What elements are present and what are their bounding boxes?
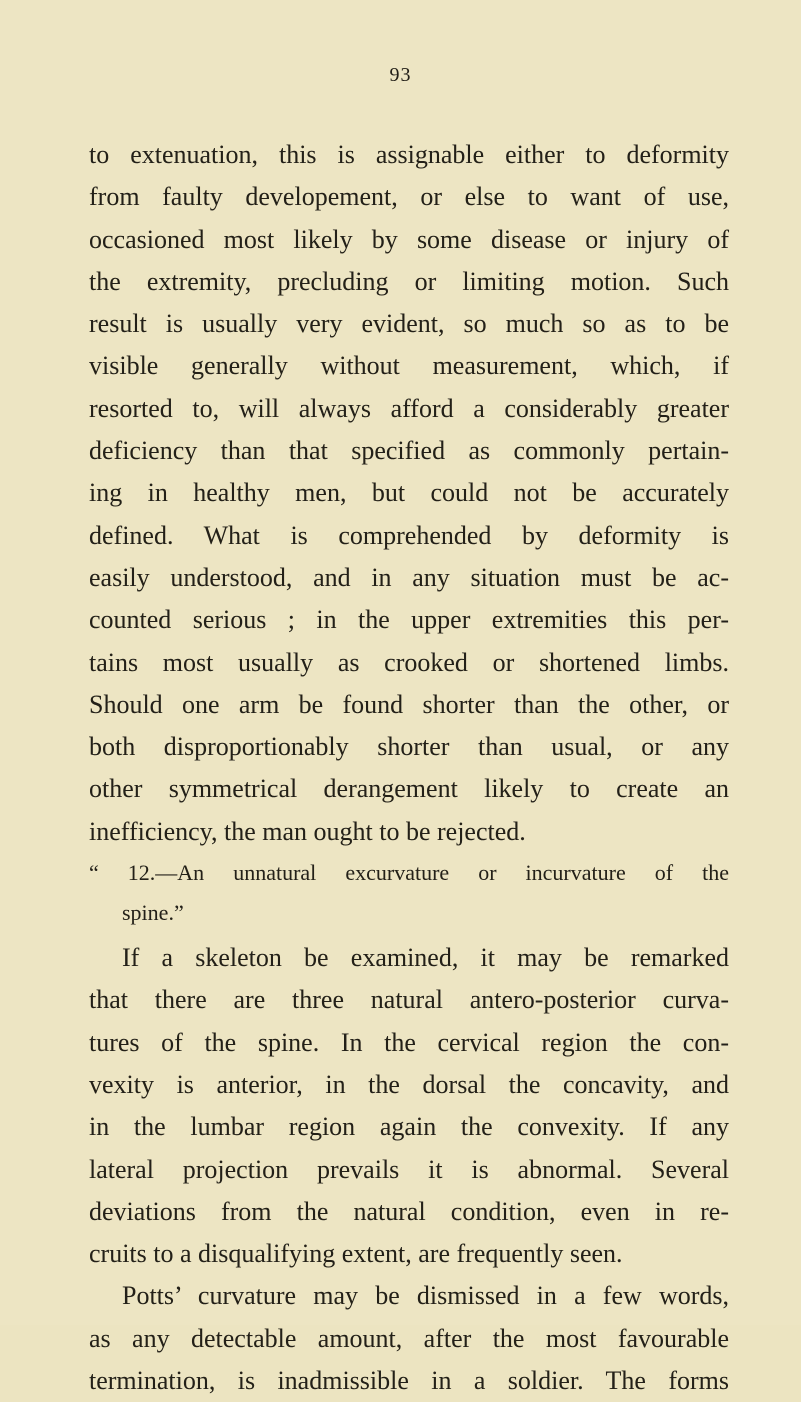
section-heading-line: spine.” (122, 900, 184, 926)
text-line: tures of the spine. In the cervical region the con- (89, 1027, 729, 1057)
text-line: vexity is anterior, in the dorsal the concavity, and (89, 1069, 729, 1099)
text-line: result is usually very evident, so much so as to be (89, 309, 729, 339)
text-line: that there are three natural antero-posterior curva- (89, 985, 729, 1015)
text-line: cruits to a disqualifying extent, are frequently seen. (89, 1239, 623, 1269)
text-line: from faulty developement, or else to want of use, (89, 182, 729, 212)
text-line: occasioned most likely by some disease or injury of (89, 224, 729, 254)
text-line: other symmetrical derangement likely to create an (89, 774, 729, 804)
text-line: in the lumbar region again the convexity. If any (89, 1112, 729, 1142)
paragraph-deformity (89, 134, 729, 853)
text-line: to extenuation, this is assignable either to deformity (89, 140, 729, 169)
paragraph-potts (89, 1275, 729, 1402)
text-line: Potts’ curvature may be dismissed in a few words, (122, 1281, 729, 1311)
text-line: tains most usually as crooked or shortened limbs. (89, 647, 729, 677)
section-heading-line: “ 12.—An unnatural excurvature or incurvature of the (89, 860, 729, 886)
text-line: both disproportionably shorter than usual, or any (89, 732, 729, 762)
text-line: counted serious ; in the upper extremities this per- (89, 605, 729, 635)
body-text (89, 134, 729, 1402)
text-line: as any detectable amount, after the most favourable (89, 1323, 729, 1353)
text-line: the extremity, precluding or limiting motion. Such (89, 266, 729, 296)
text-line: inefficiency, the man ought to be rejected. (89, 816, 526, 846)
text-line: defined. What is comprehended by deformity is (89, 520, 729, 550)
page-number: 93 (389, 64, 412, 86)
text-line: easily understood, and in any situation must be ac- (89, 562, 729, 592)
section-heading (89, 853, 729, 937)
text-line: If a skeleton be examined, it may be remarked (122, 943, 729, 973)
text-line: lateral projection prevails it is abnormal. Several (89, 1154, 729, 1184)
text-line: deviations from the natural condition, even in re- (89, 1196, 729, 1226)
text-line: Should one arm be found shorter than the other, or (89, 689, 729, 719)
text-line: deficiency than that specified as commonly pertain- (89, 436, 729, 466)
paragraph-skeleton (89, 937, 729, 1275)
text-line: visible generally without measurement, which, if (89, 351, 729, 381)
text-line: resorted to, will always afford a considerably greater (89, 393, 729, 423)
text-line: ing in healthy men, but could not be accurately (89, 478, 729, 508)
text-line: termination, is inadmissible in a soldier. The forms (89, 1366, 729, 1396)
